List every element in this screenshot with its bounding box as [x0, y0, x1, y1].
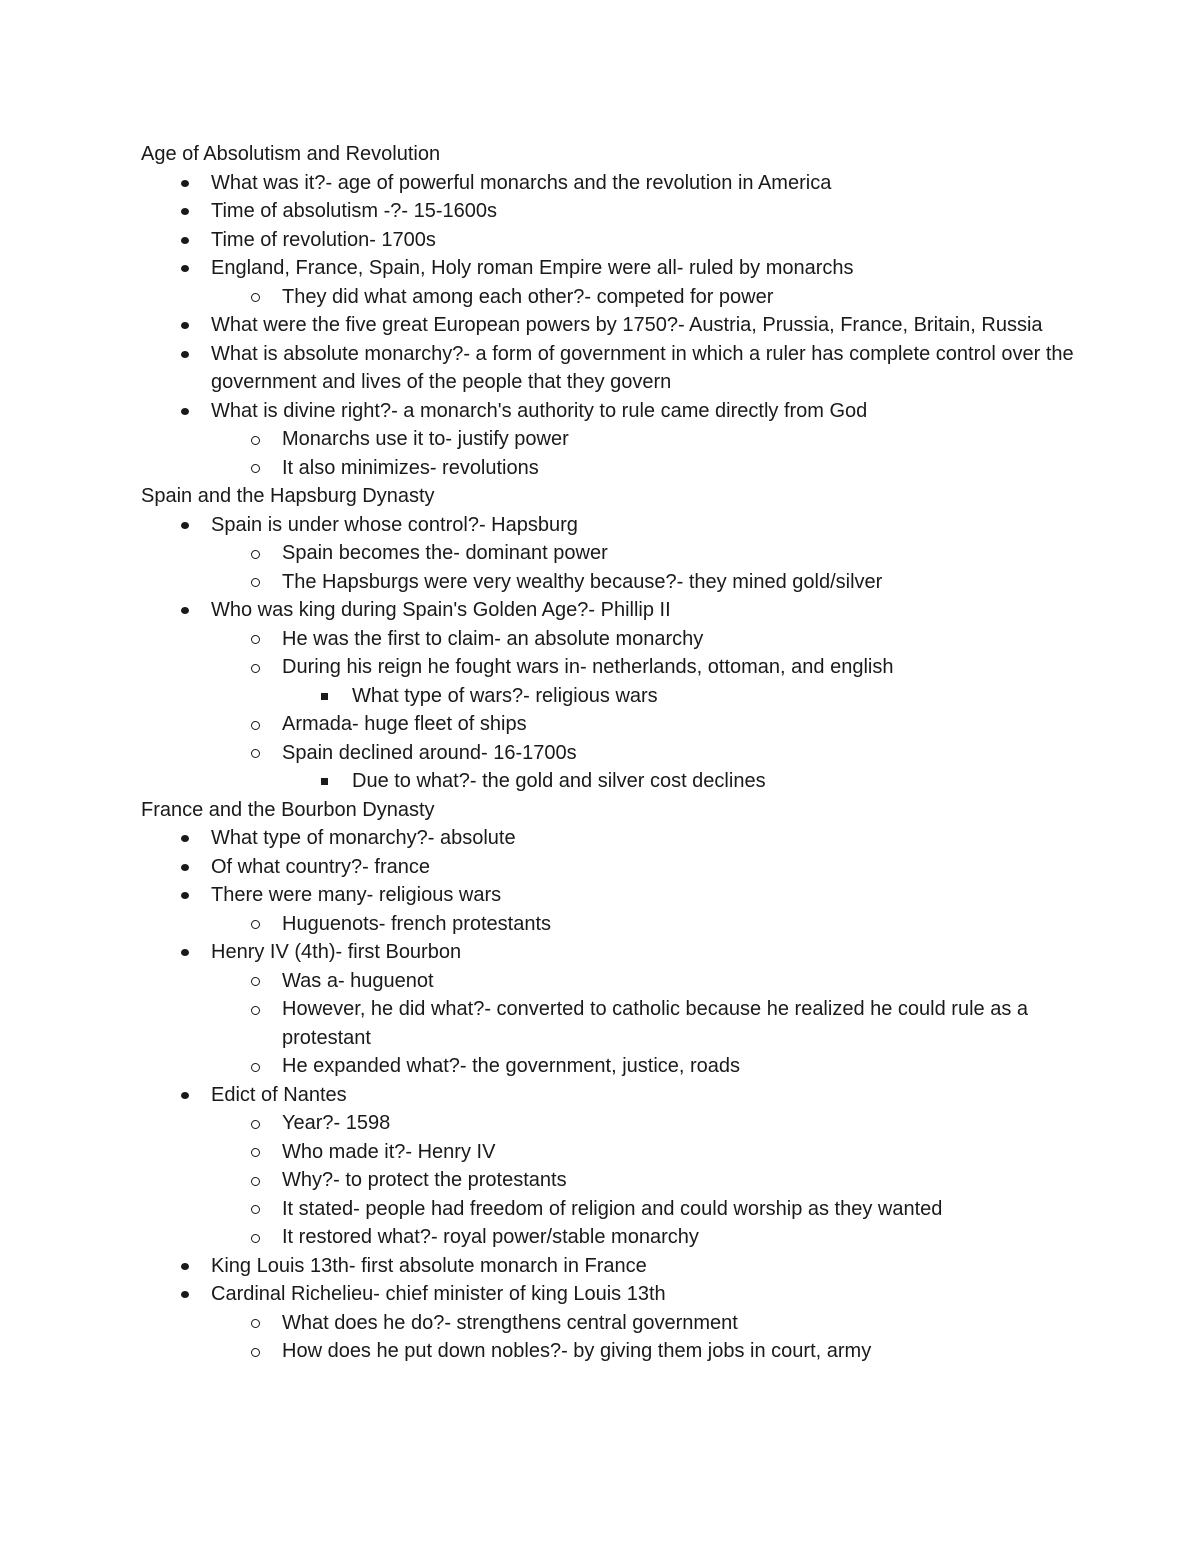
- list-item: What was it?- age of powerful monarchs and the revolution in America: [211, 169, 1081, 198]
- disc-bullet-icon: [178, 397, 198, 426]
- circle-bullet-icon: [249, 653, 269, 682]
- disc-bullet-icon: [178, 169, 198, 198]
- circle-bullet-icon: [249, 967, 269, 996]
- circle-bullet-icon: [249, 710, 269, 739]
- circle-bullet-icon: [249, 910, 269, 939]
- circle-bullet-icon: [249, 1166, 269, 1195]
- bullet-list-absolutism: [141, 169, 1081, 483]
- sub-sub-list-item: Due to what?- the gold and silver cost declines: [352, 767, 1081, 796]
- disc-bullet-icon: [178, 1280, 198, 1309]
- disc-bullet-icon: [178, 226, 198, 255]
- sub-list-item: Spain becomes the- dominant power: [282, 539, 1081, 568]
- sub-list-item: Huguenots- french protestants: [282, 910, 1081, 939]
- sub-list-item: It stated- people had freedom of religion and could worship as they wanted: [282, 1195, 1081, 1224]
- sub-sub-list-item: What type of wars?- religious wars: [352, 682, 1081, 711]
- circle-bullet-icon: [249, 995, 269, 1024]
- list-item: There were many- religious wars: [211, 881, 1081, 910]
- list-item: England, France, Spain, Holy roman Empire were all- ruled by monarchs: [211, 254, 1081, 283]
- bullet-list-spain: [141, 511, 1081, 796]
- sub-list-item: Who made it?- Henry IV: [282, 1138, 1081, 1167]
- circle-bullet-icon: [249, 1109, 269, 1138]
- list-item: Edict of Nantes: [211, 1081, 1081, 1110]
- circle-bullet-icon: [249, 283, 269, 312]
- disc-bullet-icon: [178, 311, 198, 340]
- disc-bullet-icon: [178, 938, 198, 967]
- sub-list-item: During his reign he fought wars in- netherlands, ottoman, and english: [282, 653, 1081, 682]
- sub-list-item: Year?- 1598: [282, 1109, 1081, 1138]
- square-bullet-icon: [319, 682, 339, 711]
- sub-list-item: Was a- huguenot: [282, 967, 1081, 996]
- sub-list-item: Spain declined around- 16-1700s: [282, 739, 1081, 768]
- list-item: What is absolute monarchy?- a form of government in which a ruler has complete control over the government and lives of the people that they govern: [211, 340, 1081, 397]
- list-item: Henry IV (4th)- first Bourbon: [211, 938, 1081, 967]
- disc-bullet-icon: [178, 197, 198, 226]
- disc-bullet-icon: [178, 881, 198, 910]
- sub-list-item: They did what among each other?- competed for power: [282, 283, 1081, 312]
- circle-bullet-icon: [249, 1052, 269, 1081]
- sub-list-item: How does he put down nobles?- by giving them jobs in court, army: [282, 1337, 1081, 1366]
- sub-list-item: He expanded what?- the government, justice, roads: [282, 1052, 1081, 1081]
- disc-bullet-icon: [178, 511, 198, 540]
- sub-list-item: He was the first to claim- an absolute monarchy: [282, 625, 1081, 654]
- disc-bullet-icon: [178, 596, 198, 625]
- list-item: Spain is under whose control?- Hapsburg: [211, 511, 1081, 540]
- circle-bullet-icon: [249, 539, 269, 568]
- square-bullet-icon: [319, 767, 339, 796]
- list-item: Time of revolution- 1700s: [211, 226, 1081, 255]
- disc-bullet-icon: [178, 853, 198, 882]
- circle-bullet-icon: [249, 739, 269, 768]
- sub-list-item: The Hapsburgs were very wealthy because?- they mined gold/silver: [282, 568, 1081, 597]
- circle-bullet-icon: [249, 1138, 269, 1167]
- list-item: What type of monarchy?- absolute: [211, 824, 1081, 853]
- sub-list-item: It also minimizes- revolutions: [282, 454, 1081, 483]
- disc-bullet-icon: [178, 254, 198, 283]
- sub-list-item: What does he do?- strengthens central government: [282, 1309, 1081, 1338]
- list-item: Who was king during Spain's Golden Age?- Phillip II: [211, 596, 1081, 625]
- sub-list-item: Why?- to protect the protestants: [282, 1166, 1081, 1195]
- circle-bullet-icon: [249, 1337, 269, 1366]
- list-item: Of what country?- france: [211, 853, 1081, 882]
- sub-list-item: It restored what?- royal power/stable monarchy: [282, 1223, 1081, 1252]
- bullet-list-france: [141, 824, 1081, 1366]
- circle-bullet-icon: [249, 454, 269, 483]
- section-heading-absolutism: Age of Absolutism and Revolution: [141, 143, 441, 165]
- section-heading-france: France and the Bourbon Dynasty: [141, 798, 435, 821]
- disc-bullet-icon: [178, 340, 198, 369]
- disc-bullet-icon: [178, 824, 198, 853]
- list-item: King Louis 13th- first absolute monarch in France: [211, 1252, 1081, 1281]
- list-item: What were the five great European powers by 1750?- Austria, Prussia, France, Britain, Russia: [211, 311, 1081, 340]
- circle-bullet-icon: [249, 1223, 269, 1252]
- notes-content: [141, 140, 1081, 1366]
- sub-list-item: Monarchs use it to- justify power: [282, 425, 1081, 454]
- circle-bullet-icon: [249, 625, 269, 654]
- circle-bullet-icon: [249, 1309, 269, 1338]
- circle-bullet-icon: [249, 1195, 269, 1224]
- list-item: Time of absolutism -?- 15-1600s: [211, 197, 1081, 226]
- sub-list-item: Armada- huge fleet of ships: [282, 710, 1081, 739]
- circle-bullet-icon: [249, 568, 269, 597]
- disc-bullet-icon: [178, 1252, 198, 1281]
- disc-bullet-icon: [178, 1081, 198, 1110]
- sub-list-item: However, he did what?- converted to catholic because he realized he could rule as a protestant: [282, 995, 1081, 1052]
- list-item: Cardinal Richelieu- chief minister of king Louis 13th: [211, 1280, 1081, 1309]
- section-heading-spain: Spain and the Hapsburg Dynasty: [141, 485, 435, 507]
- circle-bullet-icon: [249, 425, 269, 454]
- list-item: What is divine right?- a monarch's authority to rule came directly from God: [211, 397, 1081, 426]
